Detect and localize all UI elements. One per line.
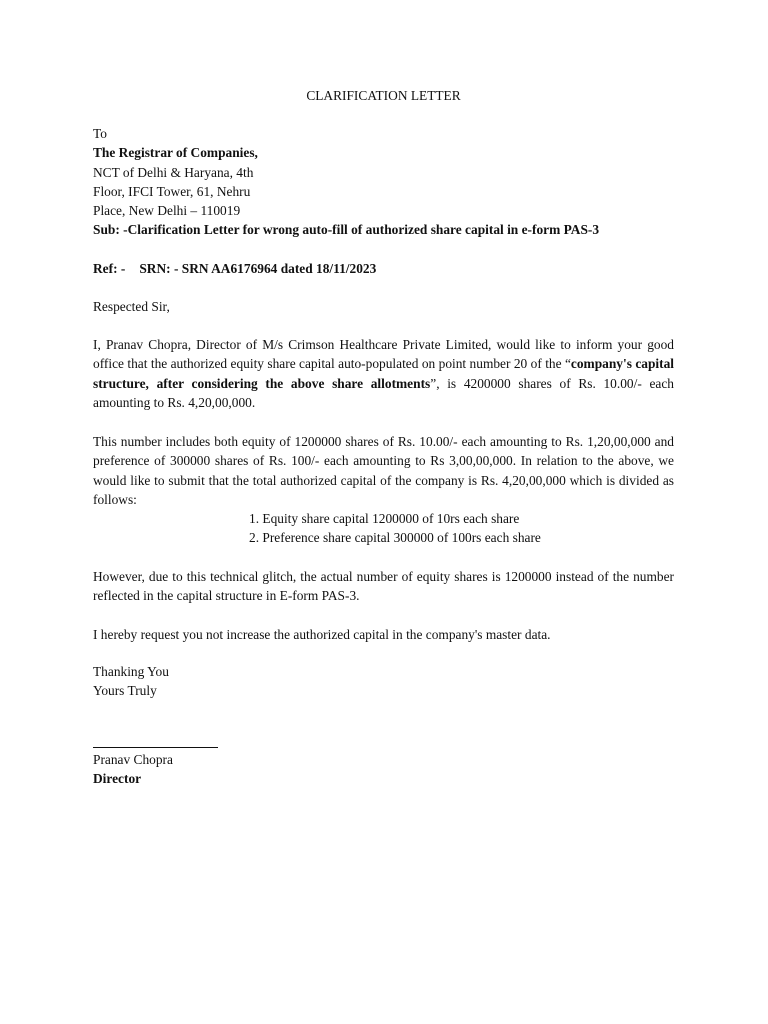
paragraph-1-bold: company's capital structure, after considering the above share allotments — [93, 356, 674, 391]
paragraph-1-end: ”, is 4200000 shares of Rs. 10.00/- each amounting to Rs. 4,20,00,000. — [93, 375, 674, 410]
closing-yours: Yours Truly — [93, 683, 157, 699]
paragraph-1-start: I, Pranav Chopra, Director of M/s Crimson Healthcare Private Limited, would like to inform your good office that the authorized equity share capital auto-populated on point number 20 of the “ — [93, 337, 674, 372]
signature-line — [93, 747, 218, 748]
address-line-3: Place, New Delhi – 110019 — [93, 203, 241, 219]
signatory-name: Pranav Chopra — [93, 752, 173, 767]
address-line-1: NCT of Delhi & Haryana, 4th — [93, 164, 254, 180]
signatory-block — [93, 750, 173, 789]
paragraph-4: I hereby request you not increase the authorized capital in the company's master data. — [93, 627, 551, 642]
subject-line: Sub: -Clarification Letter for wrong auto-fill of authorized share capital in e-form PAS-3 — [93, 222, 600, 238]
recipient-address — [93, 124, 674, 240]
list-item: 1. Equity share capital 1200000 of 10rs each share — [249, 511, 520, 526]
capital-list — [249, 509, 541, 548]
closing — [93, 662, 169, 701]
paragraph-3: However, due to this technical glitch, the actual number of equity shares is 1200000 instead of the number reflected in the capital structure in E-form PAS-3. — [93, 569, 674, 604]
reference-value: SRN: - SRN AA6176964 dated 18/11/2023 — [139, 261, 377, 276]
list-item: 2. Preference share capital 300000 of 100rs each share — [249, 530, 541, 546]
letter-page — [93, 0, 674, 1024]
closing-thanks: Thanking You — [93, 664, 169, 679]
reference-line — [93, 259, 376, 278]
reference-label: Ref: - — [93, 261, 126, 276]
salutation: Respected Sir, — [93, 299, 170, 314]
letter-title: CLARIFICATION LETTER — [306, 88, 461, 103]
address-to: To — [93, 126, 107, 141]
paragraph-2: This number includes both equity of 1200000 shares of Rs. 10.00/- each amounting to Rs. 1,20,00,000 and preference of 300000 shares of Rs. 100/- each amounting to Rs 3,00,00,000. In relation to the above, we would like to submit that the total authorized capital of the company is Rs. 4,20,00,000 which is divided as follows: — [93, 434, 674, 507]
address-recipient: The Registrar of Companies, — [93, 145, 258, 161]
paragraph-1 — [93, 335, 674, 412]
signatory-designation: Director — [93, 771, 142, 787]
address-line-2: Floor, IFCI Tower, 61, Nehru — [93, 183, 251, 199]
